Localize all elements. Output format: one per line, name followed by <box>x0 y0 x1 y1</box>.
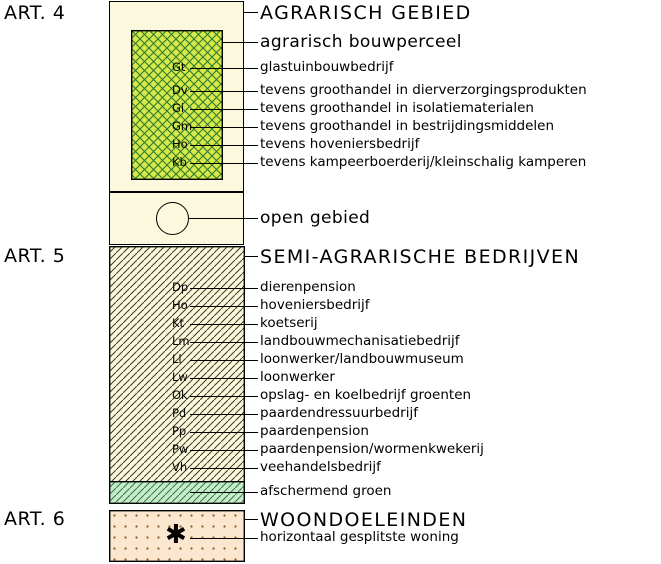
item-agrarisch-bouwperceel: agrarisch bouwperceel <box>260 32 462 52</box>
leader-afschermend-groen <box>190 492 258 493</box>
code-lm: Lm <box>172 334 190 348</box>
leader-kb <box>190 163 258 164</box>
item-opslag-koelbedrijf: opslag- en koelbedrijf groenten <box>260 387 472 403</box>
leader-heading-art5 <box>244 256 258 257</box>
leader-ll <box>190 360 258 361</box>
asterisk-icon: ✱ <box>165 520 187 550</box>
article-label-art6: ART. 6 <box>4 508 66 530</box>
leader-gt <box>190 68 258 69</box>
leader-dp <box>190 288 258 289</box>
leader-ok <box>190 396 258 397</box>
item-hoveniersbedrijf-art4: tevens hoveniersbedrijf <box>260 136 420 152</box>
code-ho-art5: Ho <box>172 298 188 312</box>
heading-agrarisch-gebied: AGRARISCH GEBIED <box>260 2 472 24</box>
leader-pw <box>190 450 258 451</box>
code-pd: Pd <box>172 406 187 420</box>
article-label-art4: ART. 4 <box>4 2 66 24</box>
item-open-gebied: open gebied <box>260 208 371 228</box>
item-loonwerker-landbouwmuseum: loonwerker/landbouwmuseum <box>260 351 464 367</box>
leader-lm <box>190 342 258 343</box>
heading-semi-agrarische-bedrijven: SEMI-AGRARISCHE BEDRIJVEN <box>260 246 581 268</box>
circle-icon <box>156 202 189 235</box>
leader-dv <box>190 91 258 92</box>
code-lw: Lw <box>172 370 188 384</box>
leader-lw <box>190 378 258 379</box>
item-glastuinbouwbedrijf: glastuinbouwbedrijf <box>260 59 394 75</box>
item-veehandelsbedrijf: veehandelsbedrijf <box>260 459 381 475</box>
item-loonwerker: loonwerker <box>260 369 335 385</box>
code-ll: Ll <box>172 352 182 366</box>
item-hoveniersbedrijf-art5: hoveniersbedrijf <box>260 297 370 313</box>
code-kb: Kb <box>172 155 187 169</box>
item-dierenpension: dierenpension <box>260 279 356 295</box>
code-kt: Kt <box>172 316 185 330</box>
leader-open-gebied <box>189 218 258 219</box>
item-landbouwmechanisatiebedrijf: landbouwmechanisatiebedrijf <box>260 333 460 349</box>
code-gt: Gt <box>172 60 186 74</box>
leader-agrarisch-bouwperceel <box>223 42 258 43</box>
code-gm: Gm <box>172 119 193 133</box>
leader-kt <box>190 324 258 325</box>
leader-heading-art6 <box>244 519 258 520</box>
leader-heading-art4 <box>244 12 258 13</box>
item-paardendressuurbedrijf: paardendressuurbedrijf <box>260 405 418 421</box>
leader-ho-art5 <box>190 306 258 307</box>
item-dierverzorgingsprodukten: tevens groothandel in dierverzorgingsprodukten <box>260 82 587 98</box>
item-afschermend-groen: afschermend groen <box>260 483 392 499</box>
item-paardenpension: paardenpension <box>260 423 369 439</box>
leader-pp <box>190 432 258 433</box>
leader-pd <box>190 414 258 415</box>
leader-gm <box>190 127 258 128</box>
article-label-art5: ART. 5 <box>4 245 66 267</box>
heading-woondoeleinden: WOONDOELEINDEN <box>260 509 468 531</box>
code-dp: Dp <box>172 280 189 294</box>
item-kampeerboerderij: tevens kampeerboerderij/kleinschalig kamperen <box>260 154 587 170</box>
leader-ho-art4 <box>190 145 258 146</box>
leader-vh <box>190 468 258 469</box>
code-pw: Pw <box>172 442 189 456</box>
code-ho-art4: Ho <box>172 137 188 151</box>
code-pp: Pp <box>172 424 187 438</box>
leader-horizontaal-gesplitste-woning <box>190 538 258 539</box>
item-paardenpension-wormenkwekerij: paardenpension/wormenkwekerij <box>260 441 484 457</box>
code-vh: Vh <box>172 460 188 474</box>
item-koetserij: koetserij <box>260 315 318 331</box>
item-isolatiematerialen: tevens groothandel in isolatiematerialen <box>260 100 534 116</box>
code-ok: Ok <box>172 388 188 402</box>
item-bestrijdingsmiddelen: tevens groothandel in bestrijdingsmiddelen <box>260 118 555 134</box>
code-dv: Dv <box>172 83 188 97</box>
leader-gi <box>190 109 258 110</box>
item-horizontaal-gesplitste-woning: horizontaal gesplitste woning <box>260 529 459 545</box>
code-gi: Gi <box>172 101 185 115</box>
